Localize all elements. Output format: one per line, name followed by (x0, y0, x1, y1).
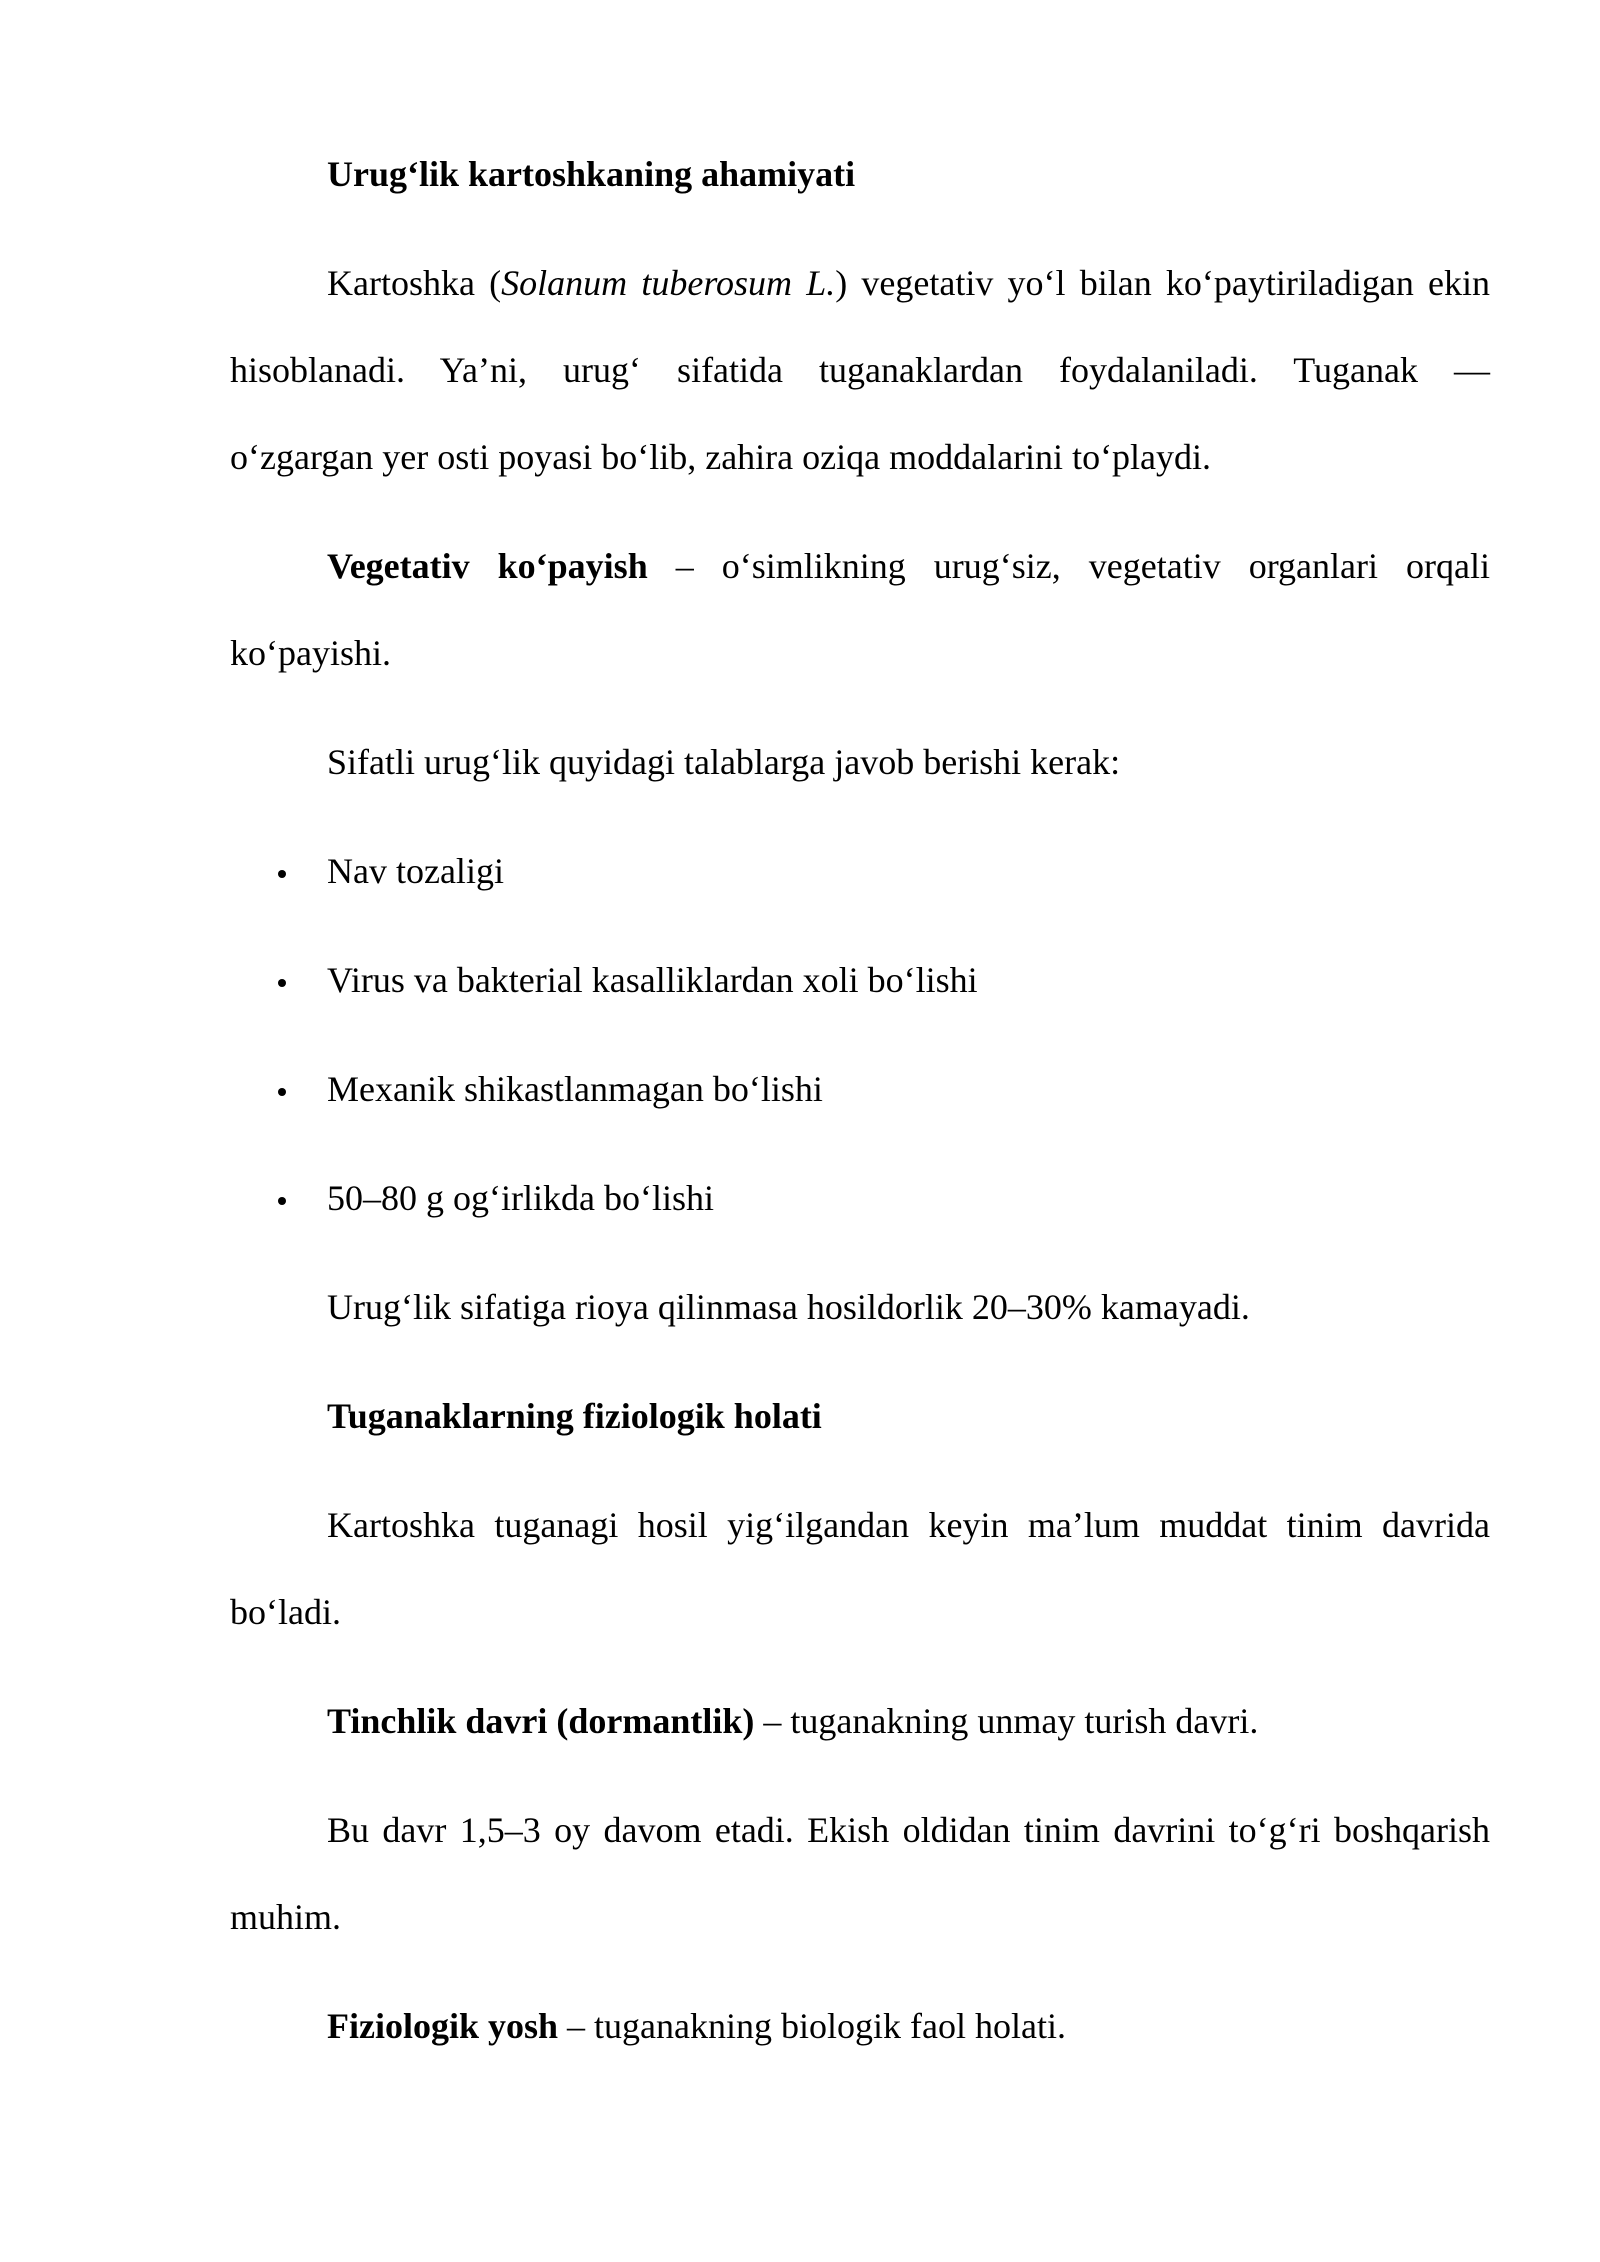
paragraph-potato-line-1 (327, 261, 1490, 305)
requirements-intro: Sifatli urug‘lik quyidagi talablarga javob berishi kerak: (327, 742, 1121, 782)
latin-name: Solanum tuberosum L. (501, 263, 836, 303)
definition-term-physiological-age: Fiziologik yosh (327, 2006, 559, 2046)
paragraph-potato-line-3: o‘zgargan yer osti poyasi bo‘lib, zahira oziqa moddalarini to‘playdi. (230, 437, 1212, 477)
definition-vegetative-line-1 (327, 544, 1490, 588)
list-item: Mexanik shikastlanmagan bo‘lishi (327, 1069, 823, 1109)
definition-term-dormancy: Tinchlik davri (dormantlik) (327, 1701, 755, 1741)
definition-physiological-age (327, 2004, 1490, 2048)
definition-term-vegetative: Vegetativ ko‘payish (327, 546, 648, 586)
document-page (230, 0, 1490, 2262)
section-heading-seed-importance: Urug‘lik kartoshkaning ahamiyati (327, 154, 856, 194)
list-item: 50–80 g og‘irlikda bo‘lishi (327, 1178, 714, 1218)
bullet-dot-icon (278, 979, 286, 987)
paragraph-tuber-line-2: bo‘ladi. (230, 1592, 341, 1632)
list-item: Nav tozaligi (327, 851, 504, 891)
bullet-dot-icon (278, 1088, 286, 1096)
definition-text-dormancy: – tuganakning unmay turish davri. (754, 1701, 1259, 1741)
paragraph-duration-line-2: muhim. (230, 1897, 342, 1937)
bullet-dot-icon (278, 870, 286, 878)
list-item: Virus va bakterial kasalliklardan xoli bo‘lishi (327, 960, 978, 1000)
paragraph-potato-line-2: hisoblanadi. Ya’ni, urug‘ sifatida tuganaklardan foydalaniladi. Tuganak — (230, 350, 1490, 390)
definition-text-physiological-age: – tuganakning biologik faol holati. (558, 2006, 1066, 2046)
paragraph-potato-prefix: Kartoshka ( (327, 263, 502, 303)
definition-vegetative-line-2: ko‘payishi. (230, 633, 391, 673)
paragraph-tuber-line-1: Kartoshka tuganagi hosil yig‘ilgandan keyin ma’lum muddat tinim davrida (327, 1505, 1490, 1545)
paragraph-potato-suffix: ) vegetativ yo‘l bilan ko‘paytiriladigan ekin (835, 263, 1490, 303)
definition-dormancy (327, 1699, 1490, 1743)
yield-note: Urug‘lik sifatiga rioya qilinmasa hosildorlik 20–30% kamayadi. (327, 1287, 1250, 1327)
definition-text-vegetative: – o‘simlikning urug‘siz, vegetativ organlari orqali (647, 546, 1490, 586)
paragraph-duration-line-1: Bu davr 1,5–3 oy davom etadi. Ekish oldidan tinim davrini to‘g‘ri boshqarish (327, 1810, 1490, 1850)
section-heading-physiology: Tuganaklarning fiziologik holati (327, 1396, 822, 1436)
bullet-dot-icon (278, 1197, 286, 1205)
